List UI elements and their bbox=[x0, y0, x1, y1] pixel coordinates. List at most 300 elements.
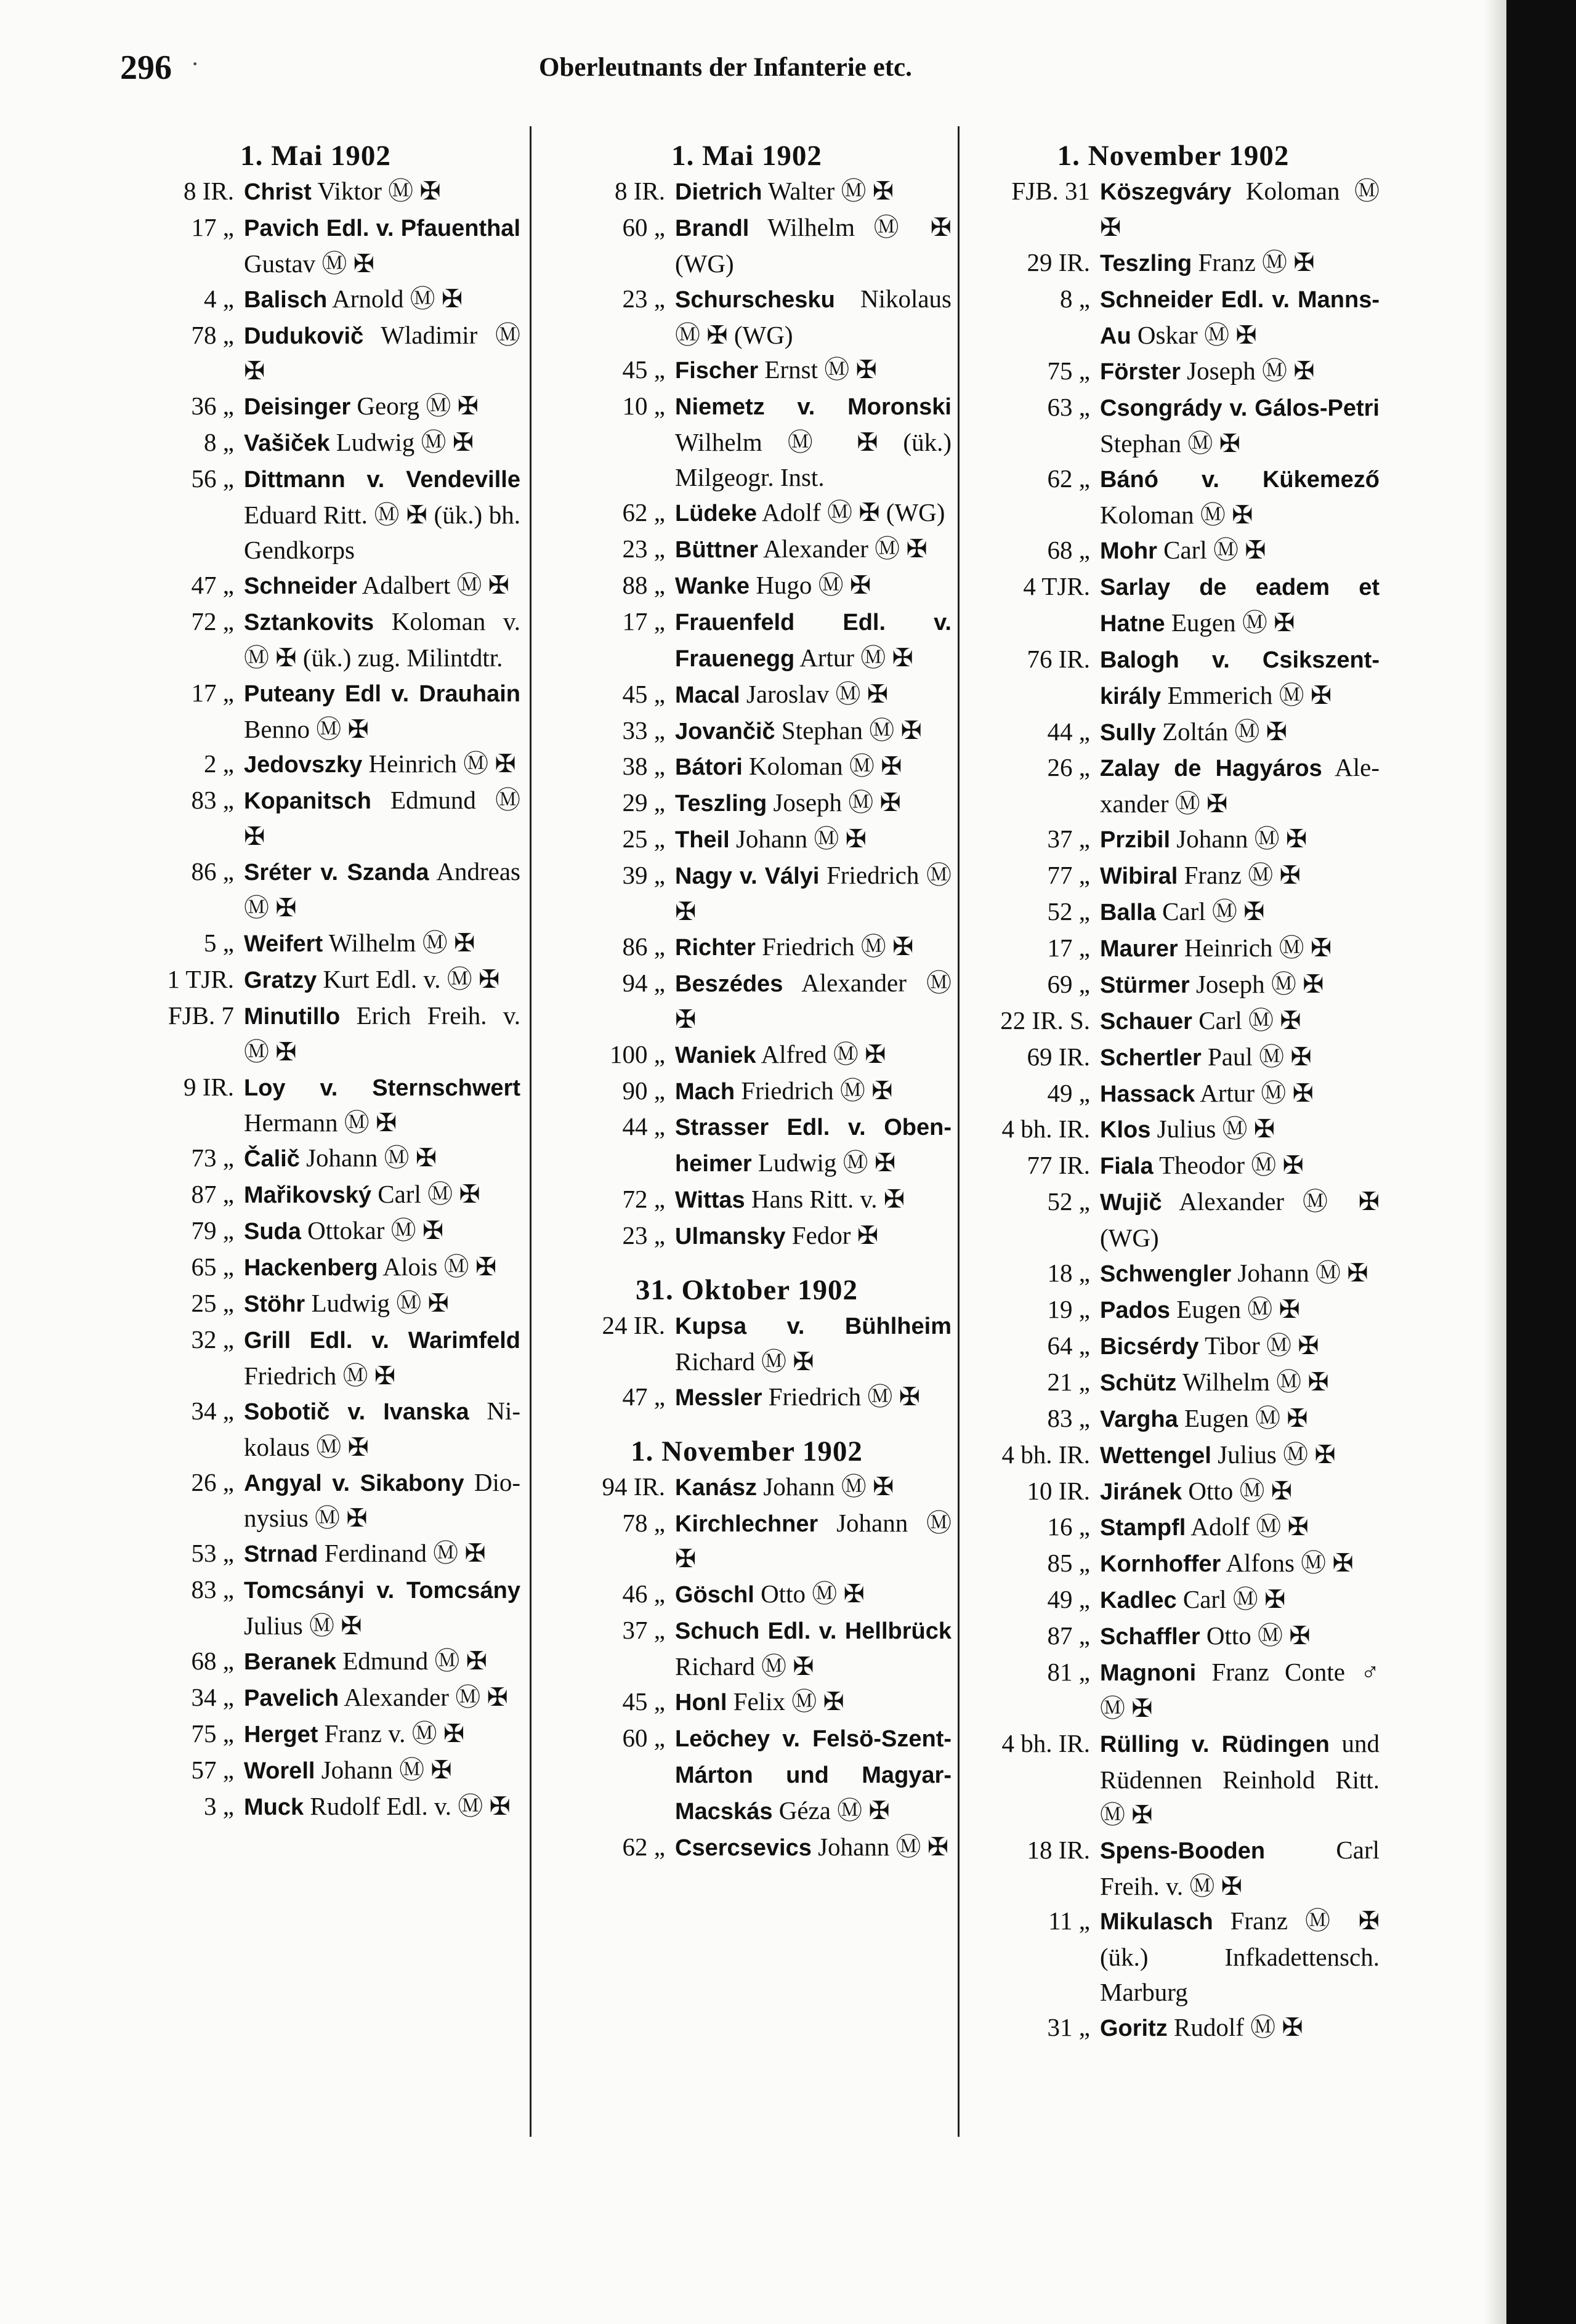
officer-text bbox=[1100, 174, 1380, 245]
officer-text bbox=[675, 604, 952, 677]
officer-entry bbox=[967, 714, 1380, 751]
officer-entry bbox=[967, 1112, 1380, 1148]
officer-surname: Schütz bbox=[1100, 1370, 1177, 1396]
officer-surname: Hassack bbox=[1100, 1081, 1195, 1107]
regiment-label: 68 „ bbox=[1047, 535, 1090, 564]
officer-text bbox=[1100, 533, 1380, 569]
officer-surname: Schneider bbox=[244, 573, 357, 599]
regiment-label: 87 „ bbox=[1047, 1621, 1090, 1650]
officer-entry bbox=[111, 461, 520, 568]
officer-text bbox=[244, 1572, 520, 1644]
officer-text bbox=[675, 677, 952, 713]
officer-surname: Balogh v. Csikszentkirály bbox=[1100, 647, 1380, 709]
column-rule bbox=[958, 126, 960, 2137]
officer-text bbox=[675, 1721, 952, 1830]
officer-text bbox=[675, 1613, 952, 1684]
officer-text bbox=[1100, 1039, 1380, 1076]
officer-entry bbox=[542, 495, 952, 531]
regiment-label: 49 „ bbox=[1047, 1078, 1090, 1107]
officer-entry bbox=[111, 1789, 520, 1825]
officer-entry bbox=[111, 998, 520, 1070]
regiment-label: 69 IR. bbox=[1027, 1042, 1090, 1071]
officer-details: Koloman Ⓜ ✠ bbox=[1100, 501, 1253, 530]
header-mark: · bbox=[191, 50, 200, 78]
officer-details: Adalbert Ⓜ ✠ bbox=[362, 570, 510, 599]
officer-entry bbox=[542, 1469, 952, 1506]
regiment-label: 57 „ bbox=[191, 1755, 234, 1784]
officer-details: Rudolf Ⓜ ✠ bbox=[1174, 2013, 1303, 2042]
officer-surname: Čalič bbox=[244, 1146, 300, 1172]
officer-text bbox=[1100, 894, 1380, 930]
officer-text bbox=[1100, 2010, 1380, 2046]
officer-surname: Schurschesku bbox=[675, 286, 835, 313]
officer-surname: Sréter v. Szanda bbox=[244, 860, 429, 886]
officer-details: Hermann Ⓜ ✠ bbox=[244, 1108, 397, 1137]
regiment-label: 64 „ bbox=[1047, 1331, 1090, 1360]
officer-text bbox=[675, 966, 952, 1037]
officer-details: Koloman Ⓜ ✠ bbox=[1100, 176, 1380, 241]
officer-surname: Zalay de Hagyáros bbox=[1100, 756, 1322, 782]
officer-entry bbox=[542, 1721, 952, 1830]
officer-text bbox=[244, 1213, 520, 1249]
officer-text bbox=[1100, 750, 1380, 821]
regiment-label: 45 „ bbox=[622, 355, 665, 384]
officer-entry bbox=[111, 318, 520, 389]
officer-details: Dionysius Ⓜ ✠ bbox=[244, 1467, 521, 1533]
regiment-label: 4 bh. IR. bbox=[1001, 1440, 1090, 1469]
officer-details: Otto Ⓜ ✠ bbox=[1206, 1621, 1311, 1650]
officer-text bbox=[244, 1140, 520, 1177]
officer-details: Julius Ⓜ ✠ bbox=[1157, 1115, 1275, 1144]
officer-surname: Fischer bbox=[675, 358, 759, 384]
officer-text bbox=[675, 821, 952, 858]
officer-entry bbox=[967, 1618, 1380, 1655]
officer-surname: Suda bbox=[244, 1219, 301, 1245]
officer-surname: Frauenfeld Edl. v. Frauenegg bbox=[675, 609, 952, 672]
officer-details: Hans Ritt. v. ✠ bbox=[751, 1185, 905, 1214]
officer-entry bbox=[542, 749, 952, 785]
officer-entry bbox=[967, 1328, 1380, 1365]
officer-text bbox=[244, 318, 520, 389]
officer-text bbox=[1100, 390, 1380, 461]
officer-details: Ludwig Ⓜ ✠ bbox=[311, 1289, 449, 1317]
regiment-label: 78 „ bbox=[622, 1508, 665, 1537]
officer-entry bbox=[967, 1726, 1380, 1833]
officer-text bbox=[244, 1249, 520, 1286]
officer-surname: Pavich Edl. v. Pfauenthal bbox=[244, 215, 520, 241]
officer-surname: Kupsa v. Bühlheim bbox=[675, 1313, 952, 1339]
officer-entry bbox=[967, 1655, 1380, 1726]
officer-details: Richard Ⓜ ✠ bbox=[675, 1347, 814, 1376]
officer-surname: Niemetz v. Moronski bbox=[675, 394, 952, 421]
officer-text bbox=[675, 389, 952, 495]
officer-text bbox=[1100, 245, 1380, 281]
officer-text bbox=[1100, 1328, 1380, 1365]
officer-surname: Kirchlechner bbox=[675, 1511, 818, 1537]
officer-entry bbox=[111, 1322, 520, 1394]
officer-details: Wladimir Ⓜ ✠ bbox=[244, 320, 520, 385]
officer-surname: Hackenberg bbox=[244, 1255, 378, 1281]
officer-details: Alexander Ⓜ ✠ bbox=[763, 534, 927, 563]
officer-details: Hugo Ⓜ ✠ bbox=[756, 570, 871, 599]
officer-surname: Rülling v. Rüdingen bbox=[1100, 1731, 1330, 1757]
regiment-label: 83 „ bbox=[1047, 1403, 1090, 1432]
regiment-label: 36 „ bbox=[191, 392, 234, 421]
regiment-label: 47 „ bbox=[191, 570, 234, 599]
regiment-label: 60 „ bbox=[622, 212, 665, 241]
officer-entry bbox=[967, 461, 1380, 533]
officer-entry bbox=[967, 1401, 1380, 1437]
officer-text bbox=[1100, 1292, 1380, 1328]
officer-surname: Stürmer bbox=[1100, 972, 1190, 998]
regiment-label: 3 „ bbox=[204, 1791, 234, 1820]
regiment-label: 24 IR. bbox=[602, 1311, 665, 1339]
officer-entry bbox=[542, 210, 952, 281]
section-heading: 1. Mai 1902 bbox=[671, 140, 822, 172]
officer-entry bbox=[967, 353, 1380, 390]
officer-surname: Messler bbox=[675, 1384, 762, 1411]
officer-details: Johann Ⓜ ✠ bbox=[675, 1508, 952, 1573]
regiment-label: 47 „ bbox=[622, 1382, 665, 1411]
officer-text bbox=[1100, 1618, 1380, 1655]
officer-details: Wilhelm Ⓜ ✠ bbox=[1182, 1367, 1329, 1396]
officer-text bbox=[1100, 1003, 1380, 1039]
officer-surname: Beszédes bbox=[675, 970, 783, 997]
officer-details: Eugen Ⓜ ✠ bbox=[1184, 1403, 1308, 1432]
officer-surname: Bátori bbox=[675, 754, 743, 781]
regiment-label: 23 „ bbox=[622, 284, 665, 313]
officer-details: Wilhelm Ⓜ ✠ (ük.) Milgeogr. Inst. bbox=[675, 428, 952, 492]
officer-details: Fedor ✠ bbox=[791, 1221, 879, 1250]
officer-entry bbox=[542, 174, 952, 210]
officer-details: Alexander Ⓜ ✠ bbox=[675, 968, 952, 1033]
regiment-label: FJB. 31 bbox=[1011, 176, 1090, 205]
regiment-label: 79 „ bbox=[191, 1216, 234, 1245]
officer-entry bbox=[967, 1039, 1380, 1076]
regiment-label: 25 „ bbox=[622, 825, 665, 853]
officer-text bbox=[675, 1109, 952, 1182]
regiment-label: 100 „ bbox=[610, 1039, 665, 1068]
officer-details: Géza Ⓜ ✠ bbox=[778, 1796, 890, 1825]
officer-surname: Wittas bbox=[675, 1187, 745, 1214]
officer-surname: Mohr bbox=[1100, 538, 1157, 564]
officer-surname: Kopanitsch bbox=[244, 788, 371, 815]
officer-details: Joseph Ⓜ ✠ bbox=[1195, 969, 1324, 998]
officer-details: Tibor Ⓜ ✠ bbox=[1205, 1331, 1319, 1360]
officer-surname: Büttner bbox=[675, 536, 759, 563]
officer-surname: Richter bbox=[675, 934, 756, 961]
officer-text bbox=[1100, 1474, 1380, 1510]
officer-text bbox=[1100, 569, 1380, 642]
officer-text bbox=[675, 174, 952, 210]
officer-surname: Herget bbox=[244, 1721, 318, 1748]
regiment-label: 38 „ bbox=[622, 752, 665, 781]
officer-details: Otto Ⓜ ✠ bbox=[1188, 1476, 1293, 1505]
officer-text bbox=[244, 1322, 520, 1394]
officer-surname: Schuch Edl. v. Hellbrück bbox=[675, 1618, 952, 1645]
officer-entry bbox=[967, 1474, 1380, 1510]
officer-surname: Bánó v. Kükemező bbox=[1100, 467, 1380, 493]
officer-text bbox=[1100, 1365, 1380, 1401]
officer-entry bbox=[967, 390, 1380, 461]
officer-text bbox=[675, 1037, 952, 1073]
officer-surname: Goritz bbox=[1100, 2015, 1168, 2042]
officer-details: Carl Freih. v. Ⓜ ✠ bbox=[1100, 1835, 1380, 1900]
officer-entry bbox=[542, 1379, 952, 1416]
officer-surname: Sully bbox=[1100, 719, 1156, 746]
officer-details: Carl Ⓜ ✠ bbox=[1182, 1585, 1286, 1614]
officer-surname: Schaffler bbox=[1100, 1624, 1200, 1650]
officer-surname: Kanász bbox=[675, 1474, 758, 1501]
officer-surname: Csongrády v. Gálos-Petri bbox=[1100, 395, 1380, 422]
officer-text bbox=[675, 1182, 952, 1218]
regiment-label: 77 IR. bbox=[1027, 1151, 1090, 1180]
section-heading: 1. Mai 1902 bbox=[240, 140, 391, 172]
regiment-label: 75 „ bbox=[1047, 357, 1090, 385]
officer-text bbox=[675, 1830, 952, 1866]
regiment-label: 56 „ bbox=[191, 464, 234, 493]
officer-details: Koloman Ⓜ ✠ bbox=[749, 752, 902, 781]
regiment-label: 72 „ bbox=[191, 607, 234, 635]
officer-entry bbox=[967, 750, 1380, 821]
officer-surname: Dudukovič bbox=[244, 323, 364, 349]
officer-details: Alexander Ⓜ ✠ (WG) bbox=[1100, 1187, 1380, 1253]
regiment-label: 29 „ bbox=[622, 788, 665, 817]
regiment-label: 8 IR. bbox=[184, 176, 234, 205]
officer-entry bbox=[967, 1509, 1380, 1546]
officer-entry bbox=[967, 642, 1380, 714]
officer-entry bbox=[542, 1684, 952, 1721]
officer-surname: Maurer bbox=[1100, 935, 1178, 962]
officer-surname: Kornhoffer bbox=[1100, 1551, 1221, 1578]
officer-details: Emmerich Ⓜ ✠ bbox=[1167, 680, 1332, 709]
regiment-label: 18 IR. bbox=[1027, 1835, 1090, 1864]
officer-surname: Lüdeke bbox=[675, 501, 758, 527]
officer-text bbox=[244, 461, 520, 568]
officer-details: Edmund Ⓜ ✠ bbox=[244, 786, 520, 851]
officer-surname: Balisch bbox=[244, 286, 328, 313]
regiment-label: 8 „ bbox=[204, 428, 234, 457]
officer-surname: Strasser Edl. v. Obenheimer bbox=[675, 1115, 952, 1177]
officer-details: Alexander Ⓜ ✠ bbox=[1100, 753, 1380, 818]
officer-entry bbox=[967, 569, 1380, 642]
officer-entry bbox=[967, 858, 1380, 894]
regiment-label: 25 „ bbox=[191, 1289, 234, 1317]
officer-details: Stephan Ⓜ ✠ bbox=[781, 716, 922, 744]
officer-entry bbox=[967, 245, 1380, 281]
officer-entry bbox=[542, 1576, 952, 1613]
officer-details: Artur Ⓜ ✠ bbox=[1200, 1078, 1314, 1107]
regiment-label: 52 „ bbox=[1047, 897, 1090, 926]
officer-details: Carl Ⓜ ✠ bbox=[378, 1180, 480, 1209]
officer-entry bbox=[967, 281, 1380, 354]
officer-details: Wilhelm Ⓜ ✠ (WG) bbox=[675, 212, 952, 278]
officer-entry bbox=[111, 210, 520, 281]
officer-entry bbox=[542, 568, 952, 604]
officer-surname: Sztankovits bbox=[244, 609, 374, 635]
officer-details: Oskar Ⓜ ✠ bbox=[1137, 320, 1257, 349]
officer-text bbox=[1100, 858, 1380, 894]
regiment-label: 49 „ bbox=[1047, 1585, 1090, 1614]
officer-details: Johann Ⓜ ✠ bbox=[1237, 1259, 1368, 1288]
officer-details: Johann Ⓜ ✠ bbox=[1176, 825, 1307, 853]
regiment-label: 75 „ bbox=[191, 1719, 234, 1748]
officer-surname: Vargha bbox=[1100, 1406, 1178, 1432]
page-number: 296 bbox=[120, 49, 172, 87]
officer-details: Alfons Ⓜ ✠ bbox=[1226, 1549, 1354, 1578]
officer-details: Ernst Ⓜ ✠ bbox=[764, 355, 877, 384]
column-2 bbox=[542, 139, 952, 1866]
regiment-label: 83 „ bbox=[191, 1575, 234, 1604]
officer-text bbox=[244, 746, 520, 783]
officer-entry bbox=[542, 821, 952, 858]
officer-surname: Wujič bbox=[1100, 1190, 1162, 1216]
officer-details: Artur Ⓜ ✠ bbox=[799, 643, 913, 672]
officer-entry bbox=[542, 1506, 952, 1577]
officer-entry bbox=[967, 2010, 1380, 2046]
officer-text bbox=[675, 1379, 952, 1416]
officer-details: Heinrich Ⓜ ✠ bbox=[368, 749, 516, 778]
officer-details: Adolf Ⓜ ✠ (WG) bbox=[762, 498, 945, 527]
officer-entry bbox=[967, 1903, 1380, 2010]
officer-entry bbox=[542, 1073, 952, 1110]
regiment-label: 1 TJR. bbox=[167, 964, 234, 993]
officer-details: Alois Ⓜ ✠ bbox=[382, 1253, 497, 1281]
officer-details: Johann Ⓜ ✠ bbox=[818, 1832, 949, 1861]
officer-entry bbox=[111, 1680, 520, 1716]
officer-text bbox=[675, 713, 952, 749]
officer-text bbox=[1100, 1148, 1380, 1184]
officer-entry bbox=[967, 174, 1380, 245]
officer-details: Arnold Ⓜ ✠ bbox=[332, 284, 463, 313]
officer-details: Zoltán Ⓜ ✠ bbox=[1162, 717, 1287, 746]
officer-details: Franz Ⓜ ✠ bbox=[1184, 861, 1301, 890]
officer-text bbox=[1100, 1076, 1380, 1112]
regiment-label: 22 IR. S. bbox=[1000, 1006, 1090, 1035]
officer-entry bbox=[111, 1249, 520, 1286]
officer-details: Gustav Ⓜ ✠ bbox=[244, 249, 375, 278]
officer-surname: Wettengel bbox=[1100, 1442, 1211, 1469]
officer-entry bbox=[542, 1308, 952, 1379]
officer-surname: Przibil bbox=[1100, 827, 1171, 853]
regiment-label: 9 IR. bbox=[184, 1072, 234, 1101]
officer-details: Eugen Ⓜ ✠ bbox=[1176, 1295, 1300, 1323]
officer-details: Theodor Ⓜ ✠ bbox=[1159, 1151, 1304, 1180]
officer-text bbox=[675, 495, 952, 531]
regiment-label: 5 „ bbox=[204, 928, 234, 957]
officer-surname: Fiala bbox=[1100, 1153, 1154, 1180]
officer-details: Joseph Ⓜ ✠ bbox=[1187, 357, 1315, 385]
regiment-label: 44 „ bbox=[622, 1112, 665, 1141]
regiment-label: 87 „ bbox=[191, 1180, 234, 1209]
officer-text bbox=[675, 1684, 952, 1721]
officer-details: Ottokar Ⓜ ✠ bbox=[307, 1216, 444, 1245]
officer-text bbox=[675, 1218, 952, 1254]
officer-details: Wilhelm Ⓜ ✠ bbox=[328, 928, 475, 957]
officer-text bbox=[675, 531, 952, 568]
officer-surname: Klos bbox=[1100, 1117, 1151, 1144]
officer-text bbox=[1100, 714, 1380, 751]
officer-surname: Schauer bbox=[1100, 1008, 1192, 1035]
officer-details: Heinrich Ⓜ ✠ bbox=[1184, 933, 1332, 962]
officer-details: Erich Freih. v. Ⓜ ✠ bbox=[244, 1001, 521, 1066]
officer-surname: Leöchey v. Felsö-Szent-Márton und Magyar-Macskás bbox=[675, 1725, 952, 1825]
column-3 bbox=[967, 139, 1380, 2046]
officer-text bbox=[244, 1394, 520, 1465]
column-rule bbox=[530, 126, 531, 2137]
officer-entry bbox=[111, 568, 520, 604]
officer-text bbox=[244, 174, 520, 210]
regiment-label: 37 „ bbox=[622, 1616, 665, 1645]
officer-surname: Beranek bbox=[244, 1649, 336, 1676]
officer-details: Walter Ⓜ ✠ bbox=[768, 176, 894, 205]
regiment-label: 16 „ bbox=[1047, 1512, 1090, 1541]
officer-surname: Jiránek bbox=[1100, 1479, 1182, 1505]
regiment-label: 76 IR. bbox=[1027, 644, 1090, 673]
officer-text bbox=[244, 604, 520, 676]
officer-text bbox=[244, 854, 520, 926]
officer-details: Franz Ⓜ ✠ bbox=[1198, 248, 1315, 276]
officer-surname: Macal bbox=[675, 682, 740, 708]
officer-details: Alfred Ⓜ ✠ bbox=[761, 1039, 886, 1068]
officer-details: Johann Ⓜ ✠ bbox=[735, 825, 867, 853]
officer-entry bbox=[111, 1070, 520, 1141]
officer-text bbox=[244, 676, 520, 747]
officer-text bbox=[1100, 1256, 1380, 1292]
regiment-label: 4 bh. IR. bbox=[1001, 1729, 1090, 1757]
regiment-label: 34 „ bbox=[191, 1396, 234, 1425]
officer-text bbox=[1100, 967, 1380, 1003]
officer-text bbox=[1100, 821, 1380, 858]
regiment-label: 85 „ bbox=[1047, 1549, 1090, 1578]
officer-entry bbox=[111, 1394, 520, 1465]
officer-entry bbox=[542, 1037, 952, 1073]
officer-text bbox=[675, 785, 952, 821]
officer-surname: Honl bbox=[675, 1690, 727, 1716]
officer-surname: Christ bbox=[244, 179, 312, 205]
officer-surname: Balla bbox=[1100, 900, 1156, 926]
officer-details: Paul Ⓜ ✠ bbox=[1208, 1042, 1312, 1071]
officer-text bbox=[244, 1177, 520, 1213]
officer-entry bbox=[111, 1177, 520, 1213]
officer-details: Carl Ⓜ ✠ bbox=[1198, 1006, 1301, 1035]
officer-surname: Förster bbox=[1100, 359, 1181, 385]
officer-text bbox=[244, 998, 520, 1070]
officer-text bbox=[244, 1286, 520, 1322]
regiment-label: 17 „ bbox=[191, 678, 234, 707]
officer-surname: Mikulasch bbox=[1100, 1909, 1213, 1935]
officer-surname: Köszegváry bbox=[1100, 179, 1232, 205]
officer-text bbox=[1100, 1903, 1380, 2010]
officer-entry bbox=[967, 1582, 1380, 1618]
column-1 bbox=[111, 139, 520, 1825]
officer-entry bbox=[542, 604, 952, 677]
officer-text bbox=[675, 568, 952, 604]
officer-text bbox=[1100, 1726, 1380, 1833]
officer-text bbox=[675, 929, 952, 966]
officer-surname: Deisinger bbox=[244, 394, 351, 421]
officer-surname: Puteany Edl v. Drauhain bbox=[244, 680, 520, 707]
running-head: Oberleutnants der Infanterie etc. bbox=[539, 53, 912, 82]
section-heading: 1. November 1902 bbox=[1057, 140, 1290, 172]
regiment-label: 23 „ bbox=[622, 1221, 665, 1250]
officer-text bbox=[675, 1073, 952, 1110]
officer-surname: Gratzy bbox=[244, 967, 317, 993]
officer-text bbox=[1100, 930, 1380, 967]
officer-entry bbox=[111, 1536, 520, 1572]
regiment-label: 21 „ bbox=[1047, 1367, 1090, 1396]
officer-entry bbox=[542, 1830, 952, 1866]
